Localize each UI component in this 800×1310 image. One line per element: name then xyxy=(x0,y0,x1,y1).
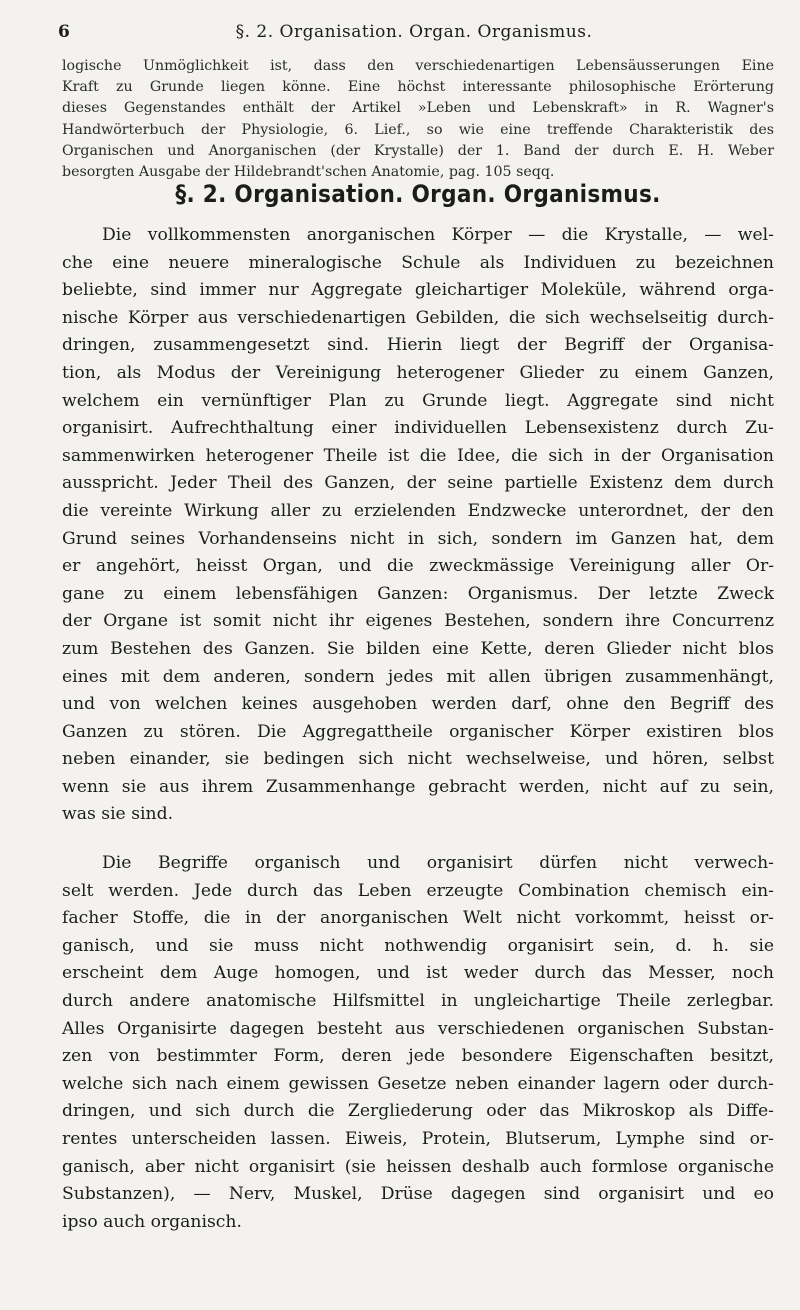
text-line: selt werden. Jede durch das Leben erzeugte Combination chemisch ein- xyxy=(62,880,774,901)
text-line: dringen, zusammengesetzt sind. Hierin liegt der Begriff der Organisa- xyxy=(62,335,774,356)
footnote-line: Handwörterbuch der Physiologie, 6. Lief., so wie eine treffende Charakteristik des xyxy=(62,121,774,138)
text-line: wenn sie aus ihrem Zusammenhange gebracht werden, nicht auf zu sein, xyxy=(62,776,774,797)
footnote-continuation xyxy=(62,56,774,183)
text-line: durch andere anatomische Hilfsmittel in ungleichartige Theile zerlegbar. xyxy=(62,990,774,1011)
text-line: die vereinte Wirkung aller zu erzielenden Endzwecke unterordnet, der den xyxy=(62,500,774,521)
text-line: facher Stoffe, die in der anorganischen Welt nicht vorkommt, heisst or- xyxy=(62,908,774,929)
text-line: der Organe ist somit nicht ihr eigenes Bestehen, sondern ihre Concurrenz xyxy=(62,611,774,632)
text-line: welchem ein vernünftiger Plan zu Grunde liegt. Aggregate sind nicht xyxy=(62,390,774,411)
text-line: erscheint dem Auge homogen, und ist weder durch das Messer, noch xyxy=(62,963,774,984)
section-title: §. 2. Organisation. Organ. Organismus. xyxy=(175,180,661,208)
footnote-line: dieses Gegenstandes enthält der Artikel »Leben und Lebenskraft» in R. Wagner's xyxy=(62,100,774,117)
text-line: neben einander, sie bedingen sich nicht wechselweise, und hören, selbst xyxy=(62,749,774,770)
footnote-line: logische Unmöglichkeit ist, dass den verschiedenartigen Lebensäusserungen Eine xyxy=(62,58,774,74)
text-line: eines mit dem anderen, sondern jedes mit allen übrigen zusammenhängt, xyxy=(62,666,774,687)
paragraph-1 xyxy=(62,222,774,829)
running-title: §. 2. Organisation. Organ. Organismus. xyxy=(235,22,593,42)
text-line: Substanzen), — Nerv, Muskel, Drüse dagegen sind organisirt und eo xyxy=(62,1184,774,1205)
text-line: ausspricht. Jeder Theil des Ganzen, der seine partielle Existenz dem durch xyxy=(62,473,774,494)
text-line: welche sich nach einem gewissen Gesetze neben einander lagern oder durch- xyxy=(62,1073,774,1094)
text-line: Ganzen zu stören. Die Aggregattheile organischer Körper existiren blos xyxy=(62,721,774,742)
text-line: nische Körper aus verschiedenartigen Gebilden, die sich wechselseitig durch- xyxy=(62,307,774,328)
text-line: Die Begriffe organisch und organisirt dürfen nicht verwech- xyxy=(102,853,774,873)
text-line: Die vollkommensten anorganischen Körper — die Krystalle, — wel- xyxy=(102,225,774,245)
text-line: zum Bestehen des Ganzen. Sie bilden eine Kette, deren Glieder nicht blos xyxy=(62,638,774,659)
text-line: zen von bestimmter Form, deren jede besondere Eigenschaften besitzt, xyxy=(62,1046,774,1067)
footnote-line: Organischen und Anorganischen (der Krystalle) der 1. Band der durch E. H. Weber xyxy=(62,142,774,159)
text-line: was sie sind. xyxy=(62,804,174,825)
text-line: sammenwirken heterogener Theile ist die Idee, die sich in der Organisation xyxy=(62,445,774,466)
text-line: beliebte, sind immer nur Aggregate gleichartiger Moleküle, während orga- xyxy=(62,280,774,301)
text-line: dringen, und sich durch die Zergliederung oder das Mikroskop als Diffe- xyxy=(62,1101,774,1122)
text-line: organisirt. Aufrechthaltung einer individuellen Lebensexistenz durch Zu- xyxy=(62,418,774,439)
text-line: rentes unterscheiden lassen. Eiweis, Protein, Blutserum, Lymphe sind or- xyxy=(62,1128,774,1149)
page-number: 6 xyxy=(58,22,70,42)
paragraph-2 xyxy=(62,850,774,1236)
text-line: Alles Organisirte dagegen besteht aus verschiedenen organischen Substan- xyxy=(62,1018,774,1039)
text-line: tion, als Modus der Vereinigung heterogener Glieder zu einem Ganzen, xyxy=(62,362,774,383)
text-line: ganisch, und sie muss nicht nothwendig organisirt sein, d. h. sie xyxy=(62,935,774,956)
footnote-line: besorgten Ausgabe der Hildebrandt'schen Anatomie, pag. 105 seqq. xyxy=(62,164,555,181)
text-line: ganisch, aber nicht organisirt (sie heissen deshalb auch formlose organische xyxy=(62,1156,774,1177)
text-line: er angehört, heisst Organ, und die zweckmässige Vereinigung aller Or- xyxy=(62,556,774,577)
text-line: Grund seines Vorhandenseins nicht in sich, sondern im Ganzen hat, dem xyxy=(62,528,774,549)
text-line: che eine neuere mineralogische Schule als Individuen zu bezeichnen xyxy=(62,252,774,273)
page-header xyxy=(58,22,770,44)
text-line: und von welchen keines ausgehoben werden darf, ohne den Begriff des xyxy=(62,694,774,715)
text-line: gane zu einem lebensfähigen Ganzen: Organismus. Der letzte Zweck xyxy=(62,583,774,604)
footnote-line: Kraft zu Grunde liegen könne. Eine höchst interessante philosophische Erörterung xyxy=(62,79,774,96)
text-line: ipso auch organisch. xyxy=(62,1211,242,1232)
